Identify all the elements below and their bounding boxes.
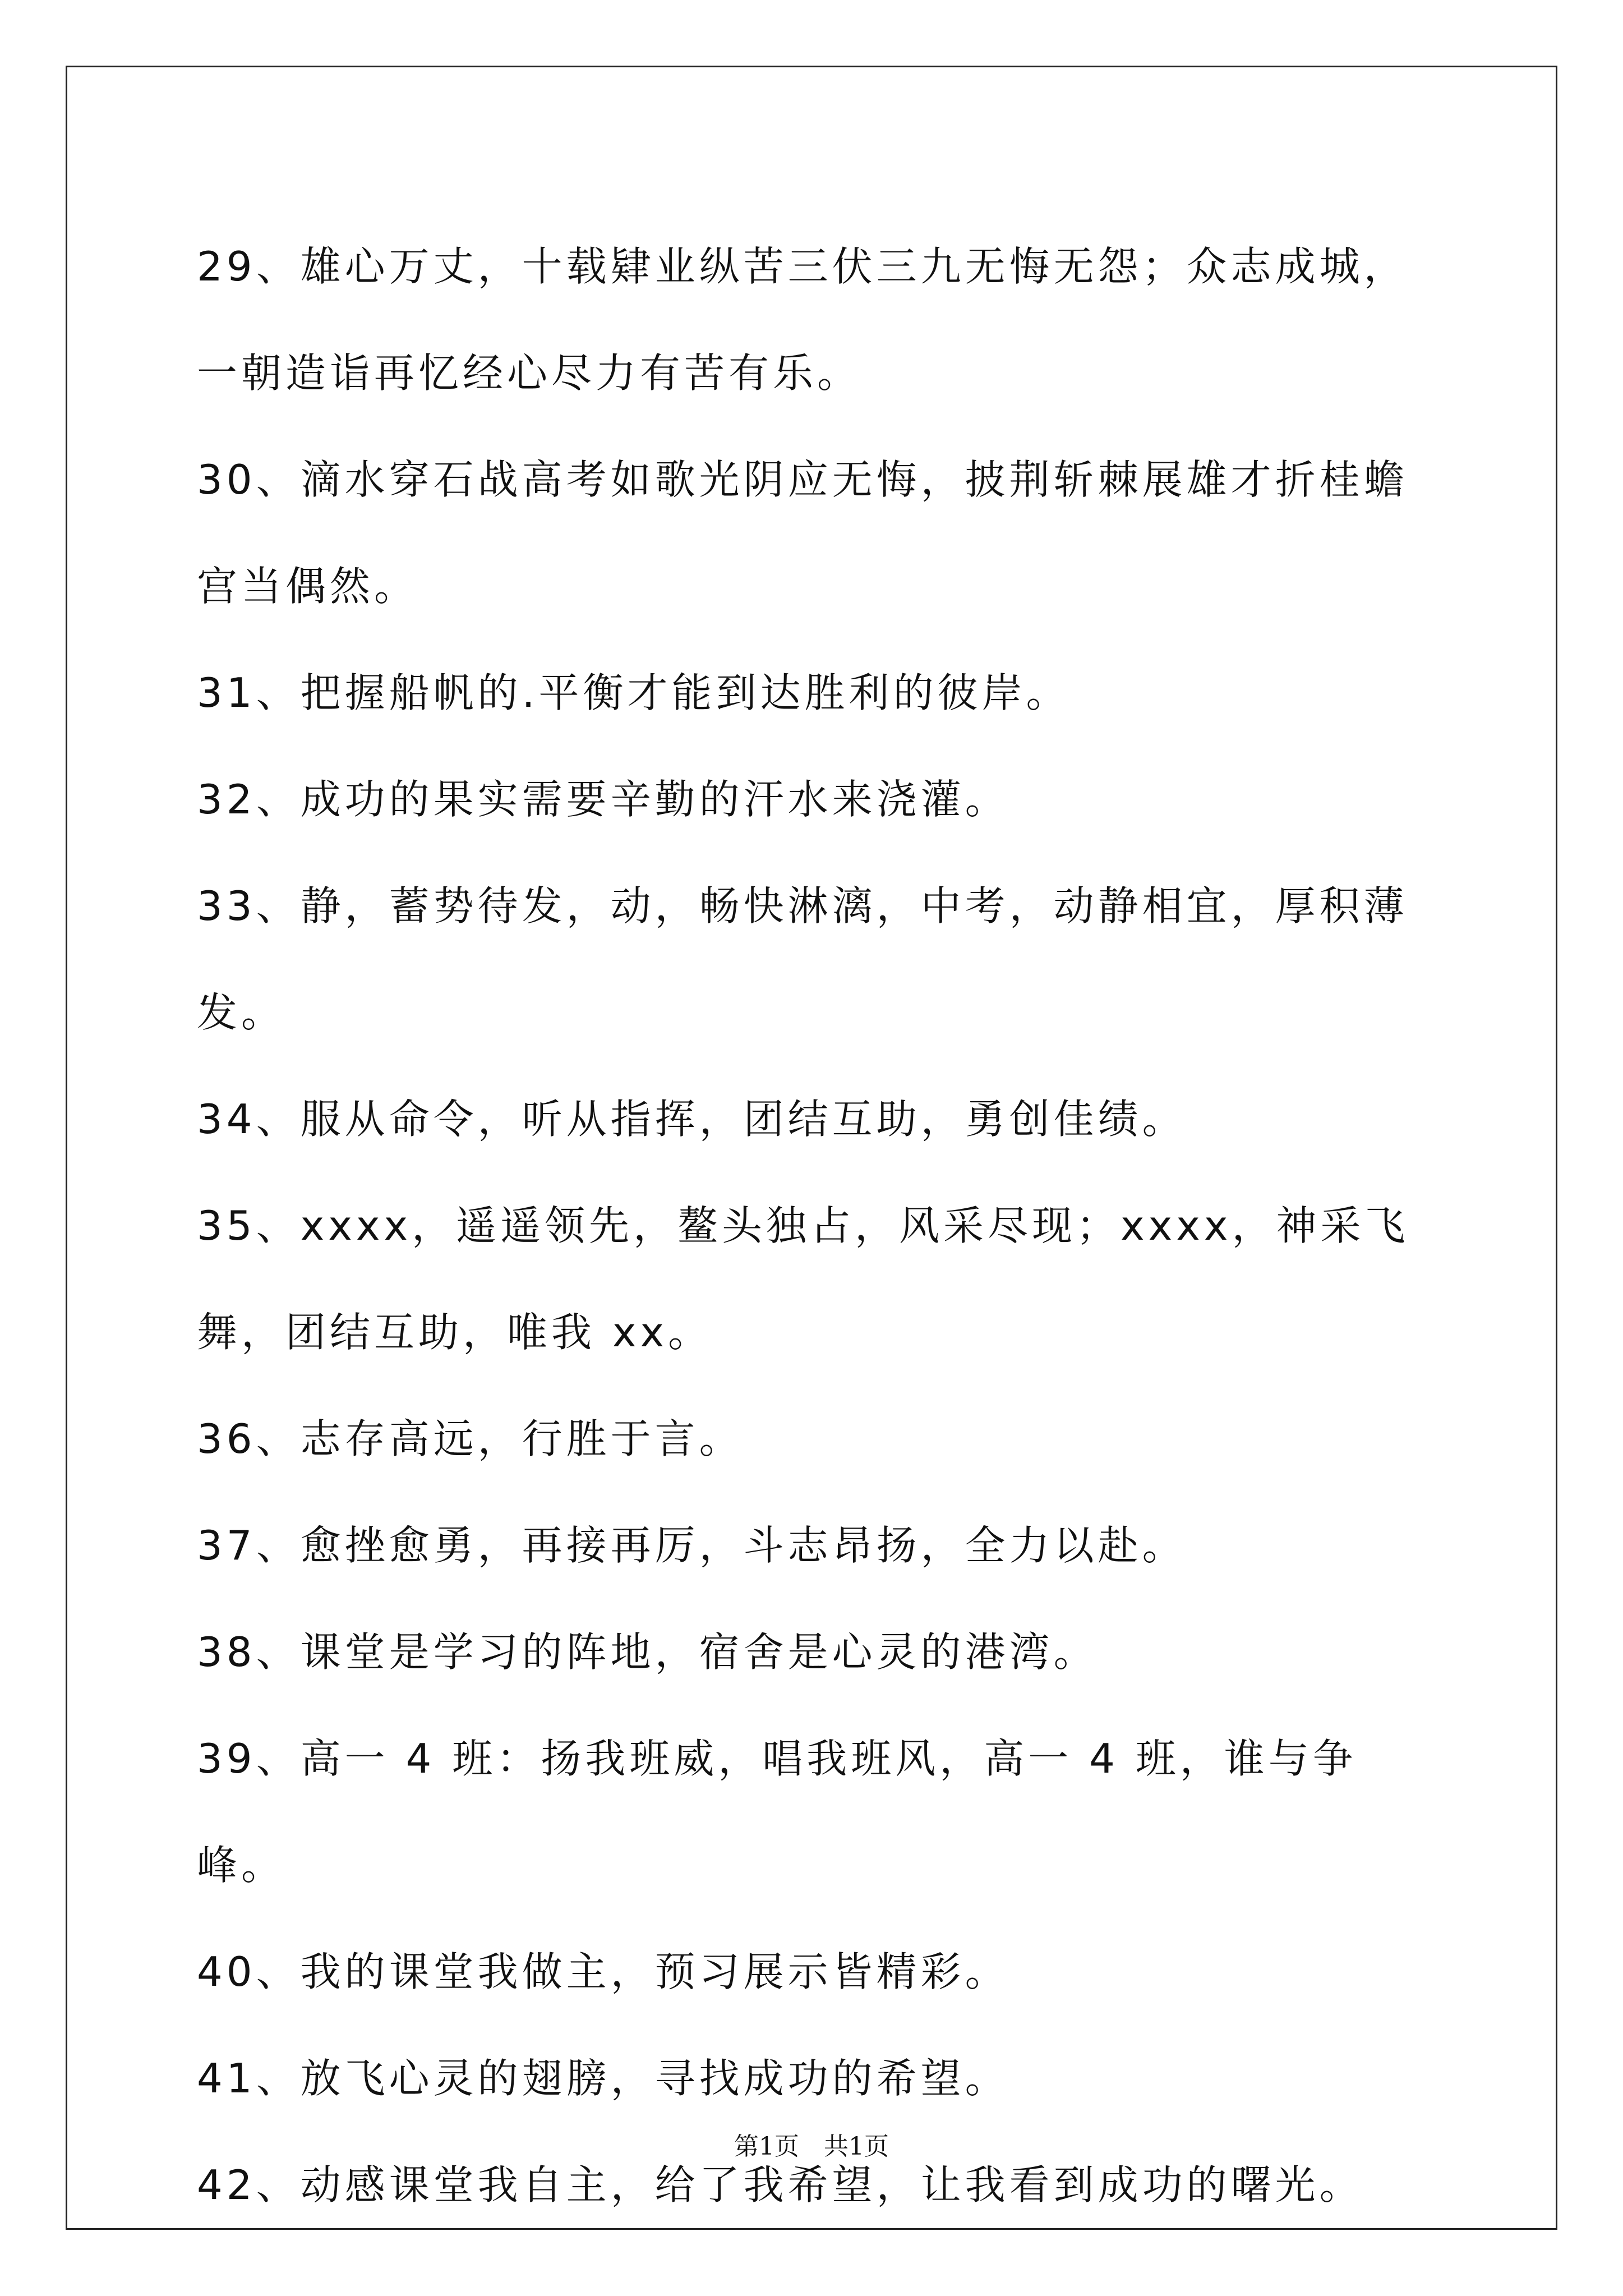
page-number-footer: 第1页 共1页 xyxy=(734,2132,889,2161)
document-body xyxy=(197,213,1431,2238)
slogan-42: 42、动感课堂我自主，给了我希望，让我看到成功的曙光。 xyxy=(197,2161,1364,2208)
slogan-39: 39、高一 4 班：扬我班威，唱我班风，高一 4 班，谁与争峰。 xyxy=(197,1735,1357,1889)
slogan-35: 35、xxxx，遥遥领先，鳌头独占，风采尽现；xxxx，神采飞舞，团结互助，唯我 xx。 xyxy=(197,1202,1409,1356)
slogan-37: 37、愈挫愈勇，再接再厉，斗志昂扬，全力以赴。 xyxy=(197,1522,1187,1569)
slogan-29: 29、雄心万丈，十载肄业纵苦三伏三九无悔无怨；众志成城，一朝造诣再忆经心尽力有苦有乐。 xyxy=(197,243,1408,397)
slogan-30: 30、滴水穿石战高考如歌光阴应无悔，披荆斩棘展雄才折桂蟾宫当偶然。 xyxy=(197,456,1408,610)
slogan-32: 32、成功的果实需要辛勤的汗水来浇灌。 xyxy=(197,776,1009,823)
slogan-33: 33、静，蓄势待发，动，畅快淋漓，中考，动静相宜，厚积薄发。 xyxy=(197,882,1408,1036)
slogan-38: 38、课堂是学习的阵地，宿舍是心灵的港湾。 xyxy=(197,1628,1098,1676)
slogan-31: 31、把握船帆的.平衡才能到达胜利的彼岸。 xyxy=(197,669,1071,716)
slogan-40: 40、我的课堂我做主，预习展示皆精彩。 xyxy=(197,1948,1009,1995)
slogan-41: 41、放飞心灵的翅膀，寻找成功的希望。 xyxy=(197,2055,1009,2102)
slogan-34: 34、服从命令，听从指挥，团结互助，勇创佳绩。 xyxy=(197,1096,1187,1143)
slogan-36: 36、志存高远，行胜于言。 xyxy=(197,1415,744,1462)
